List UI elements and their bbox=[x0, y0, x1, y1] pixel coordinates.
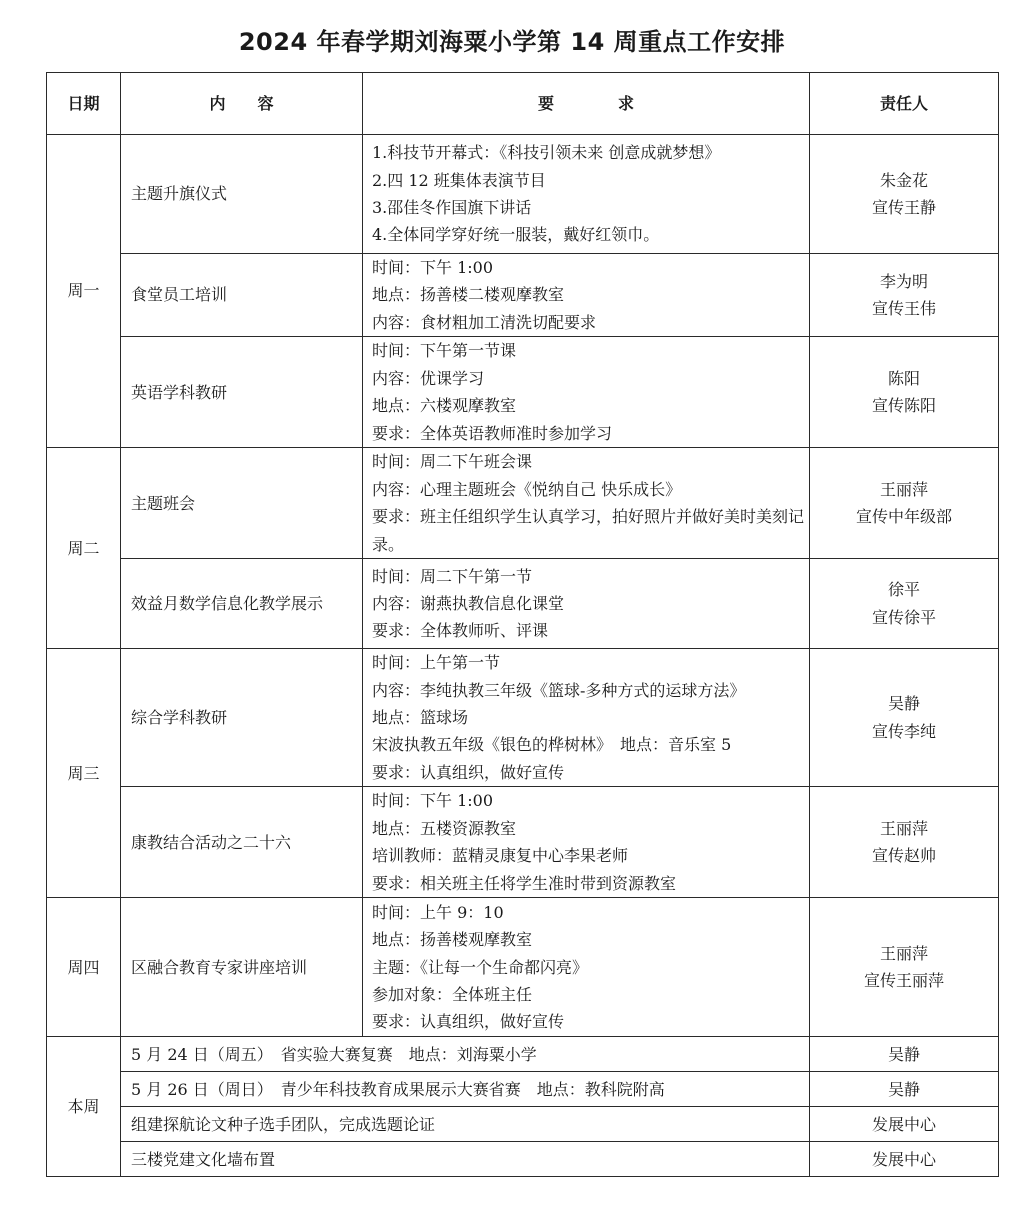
table-row bbox=[47, 337, 999, 448]
requirement-line: 时间：下午 1:00 bbox=[372, 791, 494, 811]
requirement-line: 时间：周二下午班会课 bbox=[372, 452, 533, 472]
requirement-line: 内容：食材粗加工清洗切配要求 bbox=[372, 312, 597, 332]
day-cell: 周二 bbox=[47, 448, 121, 649]
requirement-line: 内容：李纯执教三年级《篮球-多种方式的运球方法》 bbox=[372, 680, 746, 700]
item-cell: 效益月数学信息化教学展示 bbox=[121, 559, 363, 649]
owner-cell bbox=[810, 649, 999, 787]
page-title: 2024 年春学期刘海粟小学第 14 周重点工作安排 bbox=[238, 28, 786, 56]
owner-line: 陈阳 bbox=[887, 368, 920, 388]
table-row bbox=[47, 1142, 999, 1177]
owner-line: 宣传陈阳 bbox=[871, 396, 936, 416]
requirement-line: 时间：周二下午第一节 bbox=[372, 566, 533, 586]
requirement-line: 时间：上午第一节 bbox=[372, 653, 501, 673]
week-item-cell: 三楼党建文化墙布置 bbox=[121, 1142, 810, 1177]
requirement-line: 要求：班主任组织学生认真学习，拍好照片并做好美时美刻记录。 bbox=[372, 507, 805, 554]
requirement-line: 地点：扬善楼观摩教室 bbox=[372, 930, 533, 950]
owner-line: 吴静 bbox=[887, 694, 920, 714]
owner-line: 徐平 bbox=[887, 580, 920, 600]
owner-cell bbox=[810, 448, 999, 559]
owner-line: 宣传赵帅 bbox=[871, 846, 936, 866]
owner-line: 宣传李纯 bbox=[871, 721, 936, 741]
requirement-line: 宋波执教五年级《银色的桦树林》 地点：音乐室 5 bbox=[372, 735, 732, 755]
requirement-line: 1.科技节开幕式：《科技引领未来 创意成就梦想》 bbox=[372, 143, 721, 163]
requirement-line: 时间：上午 9：10 bbox=[372, 902, 504, 922]
requirement-line: 要求：相关班主任将学生准时带到资源教室 bbox=[372, 873, 677, 893]
requirement-cell bbox=[363, 649, 810, 787]
owner-cell: 吴静 bbox=[810, 1037, 999, 1072]
owner-line: 宣传王丽萍 bbox=[863, 971, 944, 991]
header-content: 内 容 bbox=[121, 73, 363, 135]
owner-cell: 发展中心 bbox=[810, 1142, 999, 1177]
item-cell: 区融合教育专家讲座培训 bbox=[121, 898, 363, 1037]
item-cell: 综合学科教研 bbox=[121, 649, 363, 787]
owner-cell bbox=[810, 898, 999, 1037]
day-cell: 本周 bbox=[47, 1037, 121, 1177]
day-cell: 周一 bbox=[47, 135, 121, 448]
header-requirement: 要 求 bbox=[363, 73, 810, 135]
owner-line: 宣传王静 bbox=[871, 198, 936, 217]
schedule-table bbox=[46, 72, 999, 1177]
requirement-line: 2.四 12 班集体表演节目 bbox=[372, 170, 546, 190]
day-cell: 周四 bbox=[47, 898, 121, 1037]
requirement-line: 3.邵佳冬作国旗下讲话 bbox=[372, 198, 532, 217]
requirement-line: 地点：篮球场 bbox=[372, 708, 469, 728]
requirement-line: 地点：六楼观摩教室 bbox=[372, 396, 517, 416]
owner-cell: 吴静 bbox=[810, 1072, 999, 1107]
owner-line: 王丽萍 bbox=[879, 479, 928, 499]
requirement-line: 内容：优课学习 bbox=[372, 368, 485, 388]
owner-line: 宣传徐平 bbox=[871, 607, 936, 627]
requirement-cell bbox=[363, 559, 810, 649]
table-row bbox=[47, 649, 999, 787]
owner-cell bbox=[810, 559, 999, 649]
owner-line: 王丽萍 bbox=[879, 818, 928, 838]
week-item-cell: 组建探航论文种子选手团队，完成选题论证 bbox=[121, 1107, 810, 1142]
item-cell: 英语学科教研 bbox=[121, 337, 363, 448]
requirement-line: 时间：下午第一节课 bbox=[372, 341, 517, 361]
requirement-cell bbox=[363, 787, 810, 898]
table-row bbox=[47, 1072, 999, 1107]
requirement-cell bbox=[363, 337, 810, 448]
requirement-cell bbox=[363, 135, 810, 254]
requirement-cell bbox=[363, 254, 810, 337]
table-row bbox=[47, 787, 999, 898]
owner-line: 朱金花 bbox=[879, 170, 928, 190]
table-row bbox=[47, 898, 999, 1037]
item-cell: 食堂员工培训 bbox=[121, 254, 363, 337]
requirement-line: 培训教师：蓝精灵康复中心李果老师 bbox=[372, 846, 629, 866]
owner-cell bbox=[810, 337, 999, 448]
requirement-line: 4.全体同学穿好统一服装，戴好红领巾。 bbox=[372, 225, 660, 245]
requirement-line: 内容：谢燕执教信息化课堂 bbox=[372, 594, 565, 614]
table-row bbox=[47, 1107, 999, 1142]
owner-line: 王丽萍 bbox=[879, 943, 928, 963]
table-row bbox=[47, 448, 999, 559]
owner-line: 宣传中年级部 bbox=[855, 507, 952, 527]
requirement-line: 地点：五楼资源教室 bbox=[372, 818, 517, 838]
day-cell: 周三 bbox=[47, 649, 121, 898]
requirement-line: 地点：扬善楼二楼观摩教室 bbox=[372, 285, 565, 305]
requirement-cell bbox=[363, 898, 810, 1037]
owner-cell bbox=[810, 787, 999, 898]
requirement-line: 要求：认真组织，做好宣传 bbox=[372, 762, 565, 782]
owner-cell bbox=[810, 254, 999, 337]
owner-cell: 发展中心 bbox=[810, 1107, 999, 1142]
table-row bbox=[47, 1037, 999, 1072]
item-cell: 康教结合活动之二十六 bbox=[121, 787, 363, 898]
week-item-cell: 5 月 24 日（周五） 省实验大赛复赛 地点：刘海粟小学 bbox=[121, 1037, 810, 1072]
owner-line: 宣传王伟 bbox=[871, 299, 936, 319]
header-owner: 责任人 bbox=[810, 73, 999, 135]
owner-line: 李为明 bbox=[879, 271, 928, 291]
table-row bbox=[47, 559, 999, 649]
requirement-line: 内容：心理主题班会《悦纳自己 快乐成长》 bbox=[372, 479, 682, 499]
table-row bbox=[47, 254, 999, 337]
header-date: 日期 bbox=[47, 73, 121, 135]
requirement-line: 主题：《让每一个生命都闪亮》 bbox=[372, 957, 589, 977]
item-cell: 主题升旗仪式 bbox=[121, 135, 363, 254]
requirement-cell bbox=[363, 448, 810, 559]
table-row bbox=[47, 135, 999, 254]
item-cell: 主题班会 bbox=[121, 448, 363, 559]
requirement-line: 时间：下午 1:00 bbox=[372, 258, 494, 277]
requirement-line: 要求：全体教师听、评课 bbox=[372, 621, 549, 641]
week-item-cell: 5 月 26 日（周日） 青少年科技教育成果展示大赛省赛 地点：教科院附高 bbox=[121, 1072, 810, 1107]
requirement-line: 要求：认真组织，做好宣传 bbox=[372, 1012, 565, 1032]
owner-cell bbox=[810, 135, 999, 254]
requirement-line: 参加对象：全体班主任 bbox=[372, 984, 533, 1004]
header-row bbox=[47, 73, 999, 135]
requirement-line: 要求：全体英语教师准时参加学习 bbox=[372, 423, 613, 443]
